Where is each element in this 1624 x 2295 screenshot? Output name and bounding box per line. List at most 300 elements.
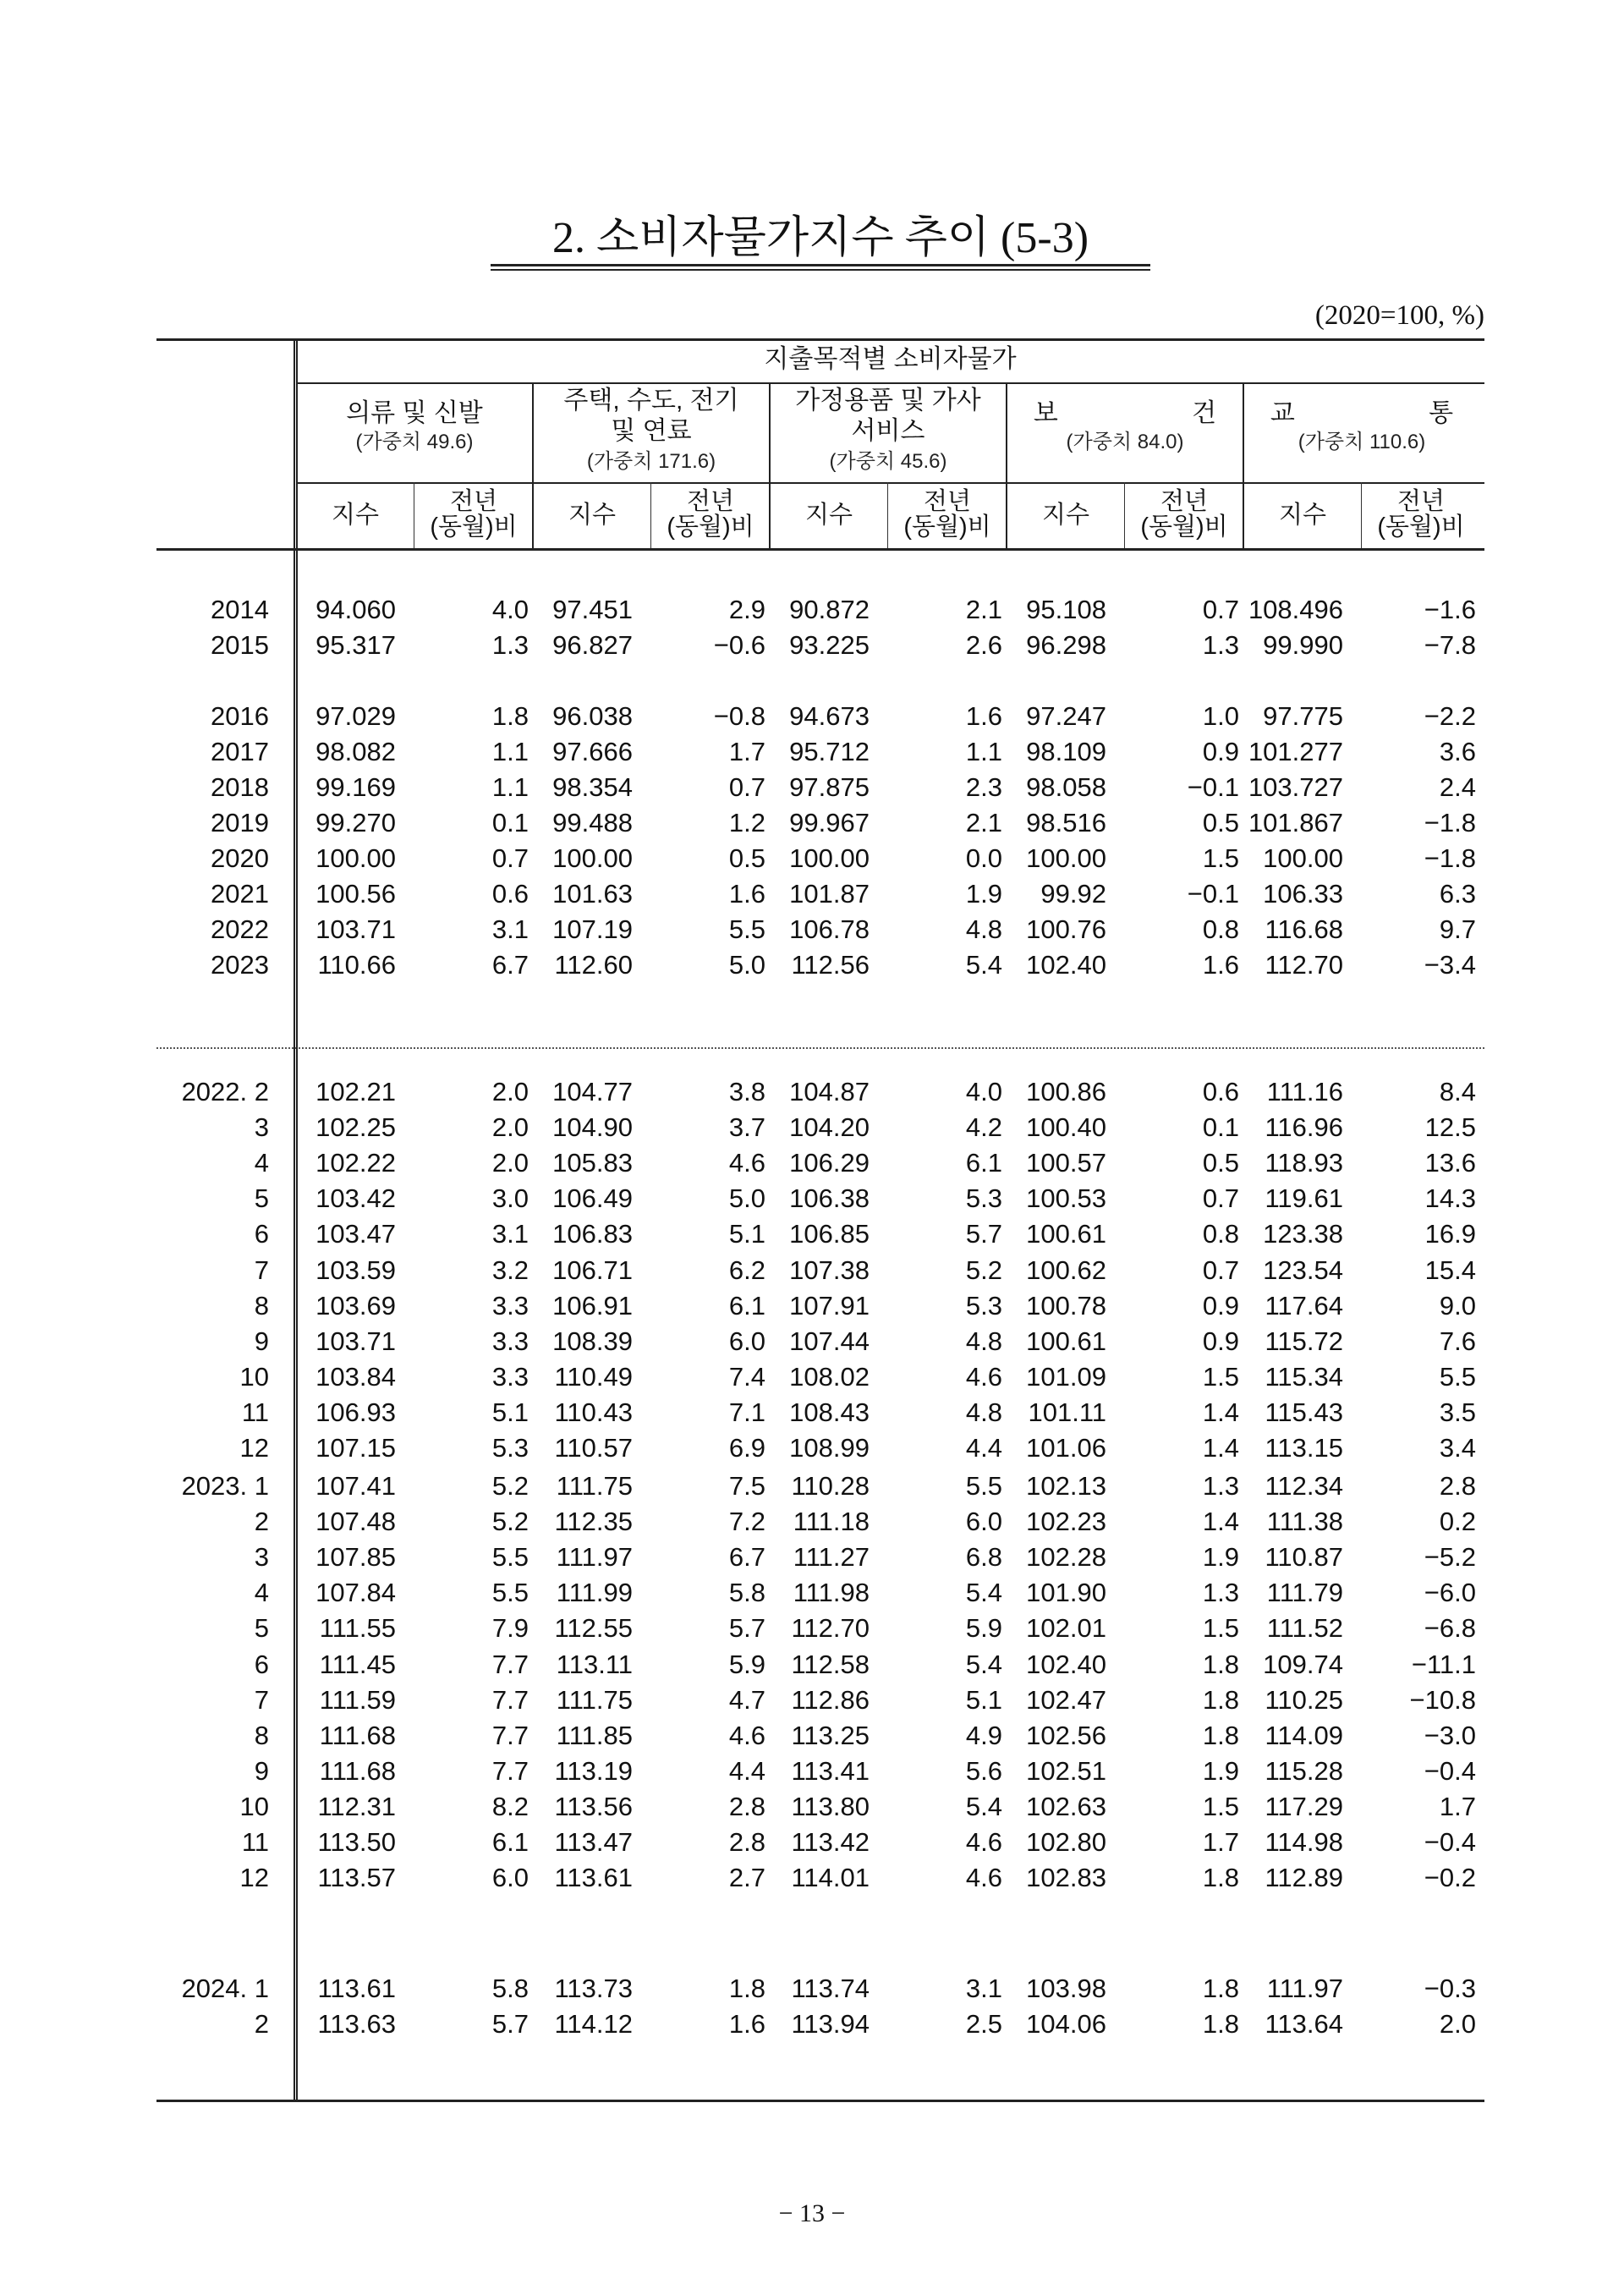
table-cell: 5.0 — [728, 950, 765, 980]
table-cell: −7.8 — [1424, 630, 1476, 660]
category-weight: (가중치 84.0) — [1066, 431, 1184, 453]
table-cell: 7.2 — [728, 1507, 765, 1537]
table-cell: 1.8 — [1202, 2009, 1239, 2039]
table-row — [156, 1718, 1484, 1754]
row-label: 8 — [254, 1720, 269, 1750]
subheader-change: 전년 (동월)비 — [667, 488, 754, 541]
table-row — [156, 1789, 1484, 1825]
table-cell: 107.15 — [315, 1433, 396, 1463]
table-cell: 117.64 — [1265, 1290, 1343, 1320]
table-cell: 103.42 — [315, 1183, 396, 1214]
table-cell: 7.7 — [491, 1755, 529, 1786]
category-name: 가정용품 및 가사서비스 — [795, 387, 981, 445]
table-cell: 103.727 — [1248, 772, 1343, 803]
row-label: 2 — [254, 1507, 269, 1537]
table-cell: 112.34 — [1265, 1471, 1343, 1501]
table-cell: 0.5 — [728, 843, 765, 874]
table-cell: 6.2 — [728, 1255, 765, 1285]
table-cell: 2.3 — [965, 772, 1002, 803]
table-cell: 110.25 — [1265, 1684, 1343, 1715]
subheader-index: 지수 — [1041, 502, 1090, 529]
category-header-housing — [533, 386, 770, 477]
table-cell: 1.3 — [491, 630, 529, 660]
table-cell: 96.038 — [552, 701, 633, 731]
table-cell: 1.8 — [728, 1974, 765, 2003]
table-cell: 114.12 — [554, 2009, 633, 2039]
table-cell: 14.3 — [1424, 1183, 1476, 1214]
table-cell: 110.49 — [554, 1361, 633, 1392]
table-cell: 15.4 — [1424, 1255, 1476, 1285]
table-row — [156, 1324, 1484, 1359]
table-cell: 111.85 — [556, 1720, 633, 1750]
table-cell: 1.3 — [1202, 630, 1239, 660]
cpi-table — [156, 338, 1484, 2100]
table-cell: 112.70 — [1265, 950, 1343, 980]
table-row — [156, 1504, 1484, 1540]
subheader-index: 지수 — [331, 502, 380, 529]
table-cell: 1.4 — [1202, 1433, 1239, 1463]
table-cell: 5.9 — [728, 1649, 765, 1679]
table-cell: 5.1 — [965, 1684, 1002, 1715]
table-cell: 0.9 — [1202, 737, 1239, 767]
table-cell: 99.967 — [789, 808, 870, 838]
table-cell: 113.47 — [554, 1827, 633, 1857]
table-cell: 101.09 — [1026, 1361, 1106, 1392]
table-cell: 1.8 — [491, 701, 529, 731]
table-cell: 100.00 — [1026, 843, 1106, 874]
table-cell: 7.7 — [491, 1684, 529, 1715]
table-cell: 102.56 — [1026, 1720, 1106, 1750]
subheader-change: 전년 (동월)비 — [1140, 488, 1228, 541]
table-cell: 113.11 — [556, 1649, 633, 1679]
table-cell: 4.8 — [965, 914, 1002, 945]
table-cell: 0.1 — [491, 808, 529, 838]
table-cell: 113.63 — [317, 2009, 396, 2039]
row-label: 2018 — [211, 772, 269, 803]
row-label: 3 — [254, 1112, 269, 1143]
table-row — [156, 1430, 1484, 1466]
table-cell: 111.97 — [1266, 1974, 1343, 2003]
category-header-rule — [296, 482, 1484, 484]
table-cell: −3.4 — [1424, 950, 1476, 980]
row-label: 2021 — [211, 879, 269, 909]
row-label: 10 — [239, 1791, 269, 1821]
table-cell: 100.78 — [1026, 1290, 1106, 1320]
unit-note: (2020=100, %) — [1314, 300, 1484, 331]
table-cell: 100.40 — [1026, 1112, 1106, 1143]
table-cell: 111.27 — [793, 1542, 870, 1573]
table-cell: 3.2 — [491, 1255, 529, 1285]
table-cell: 7.9 — [491, 1613, 529, 1644]
table-cell: 100.62 — [1026, 1255, 1106, 1285]
table-cell: 3.0 — [491, 1183, 529, 1214]
table-cell: 3.7 — [728, 1112, 765, 1143]
table-cell: 1.6 — [728, 879, 765, 909]
table-cell: 99.92 — [1040, 879, 1106, 909]
row-label: 6 — [254, 1649, 269, 1679]
subheader-change: 전년 (동월)비 — [1377, 488, 1465, 541]
table-cell: 101.277 — [1248, 737, 1343, 767]
table-cell: 108.496 — [1248, 595, 1343, 624]
table-cell: 0.7 — [1202, 595, 1239, 624]
table-cell: 2.0 — [491, 1077, 529, 1106]
table-cell: 4.4 — [728, 1755, 765, 1786]
table-cell: 99.990 — [1263, 630, 1343, 660]
table-cell: 5.4 — [965, 1791, 1002, 1821]
table-cell: 111.75 — [556, 1471, 633, 1501]
table-row — [156, 1288, 1484, 1324]
table-cell: 111.79 — [1266, 1578, 1343, 1608]
table-cell: 113.15 — [1265, 1433, 1343, 1463]
table-cell: 111.97 — [556, 1542, 633, 1573]
table-cell: 100.00 — [789, 843, 870, 874]
table-cell: 96.298 — [1026, 630, 1106, 660]
table-row — [156, 770, 1484, 805]
table-cell: 5.2 — [491, 1507, 529, 1537]
table-cell: 107.84 — [315, 1578, 396, 1608]
table-cell: 100.00 — [552, 843, 633, 874]
table-cell: 1.8 — [1202, 1684, 1239, 1715]
table-cell: 101.87 — [789, 879, 870, 909]
table-row — [156, 947, 1484, 983]
category-weight: (가중치 171.6) — [586, 450, 716, 473]
table-cell: −0.3 — [1424, 1974, 1476, 2003]
table-cell: 5.9 — [965, 1613, 1002, 1644]
table-cell: 7.5 — [728, 1471, 765, 1501]
table-top-rule — [156, 338, 1484, 341]
table-cell: 107.41 — [315, 1471, 396, 1501]
row-label: 6 — [254, 1219, 269, 1249]
table-cell: 0.7 — [1202, 1183, 1239, 1214]
table-cell: 1.4 — [1202, 1397, 1239, 1427]
table-cell: 113.56 — [554, 1791, 633, 1821]
table-cell: 114.01 — [791, 1863, 870, 1893]
table-cell: 99.169 — [315, 772, 396, 803]
row-label: 4 — [254, 1148, 269, 1178]
table-cell: 5.6 — [965, 1755, 1002, 1786]
row-label: 2022. 2 — [181, 1077, 269, 1106]
table-cell: 99.270 — [315, 808, 396, 838]
table-cell: 2.0 — [491, 1148, 529, 1178]
table-cell: 0.6 — [491, 879, 529, 909]
table-cell: 106.71 — [552, 1255, 633, 1285]
row-label: 2017 — [211, 737, 269, 767]
row-label: 9 — [254, 1326, 269, 1356]
table-cell: 101.90 — [1026, 1578, 1106, 1608]
table-cell: 5.1 — [728, 1219, 765, 1249]
table-cell: −0.6 — [713, 630, 765, 660]
table-cell: 5.8 — [728, 1578, 765, 1608]
table-cell: 95.108 — [1026, 595, 1106, 624]
table-cell: 100.57 — [1026, 1148, 1106, 1178]
table-cell: 107.91 — [789, 1290, 870, 1320]
table-cell: 6.7 — [728, 1542, 765, 1573]
table-row — [156, 1860, 1484, 1896]
table-cell: 5.4 — [965, 1578, 1002, 1608]
table-cell: 1.2 — [728, 808, 765, 838]
subheader-index: 지수 — [804, 502, 853, 529]
table-row — [156, 1253, 1484, 1288]
row-label: 5 — [254, 1183, 269, 1214]
table-cell: 107.44 — [789, 1326, 870, 1356]
table-cell: 2.1 — [965, 595, 1002, 624]
table-cell: 5.2 — [491, 1471, 529, 1501]
table-cell: 111.16 — [1266, 1077, 1343, 1106]
table-cell: 100.61 — [1026, 1326, 1106, 1356]
table-cell: 106.83 — [552, 1219, 633, 1249]
table-cell: 102.83 — [1026, 1863, 1106, 1893]
table-cell: 117.29 — [1265, 1791, 1343, 1821]
table-cell: 102.28 — [1026, 1542, 1106, 1573]
table-cell: 5.5 — [965, 1471, 1002, 1501]
table-cell: 94.673 — [789, 701, 870, 731]
table-cell: 115.72 — [1265, 1326, 1343, 1356]
table-cell: 106.93 — [315, 1397, 396, 1427]
table-row — [156, 1216, 1484, 1252]
table-cell: 115.28 — [1265, 1755, 1343, 1786]
table-cell: −0.4 — [1424, 1755, 1476, 1786]
table-cell: 103.98 — [1026, 1974, 1106, 2003]
table-cell: 4.0 — [491, 595, 529, 624]
table-cell: 1.3 — [1202, 1578, 1239, 1608]
table-bottom-rule — [156, 2100, 1484, 2102]
table-cell: 106.29 — [789, 1148, 870, 1178]
table-cell: −0.8 — [713, 701, 765, 731]
table-cell: 113.41 — [791, 1755, 870, 1786]
table-cell: 104.87 — [789, 1077, 870, 1106]
table-cell: −1.8 — [1424, 808, 1476, 838]
annual-monthly-divider — [156, 1047, 1484, 1049]
table-cell: 4.0 — [965, 1077, 1002, 1106]
table-cell: 0.0 — [965, 843, 1002, 874]
row-label: 2 — [254, 2009, 269, 2039]
table-cell: 102.40 — [1026, 950, 1106, 980]
table-cell: 5.7 — [728, 1613, 765, 1644]
group-header-rule — [296, 382, 1484, 384]
table-cell: 123.38 — [1263, 1219, 1343, 1249]
table-cell: 1.6 — [1202, 950, 1239, 980]
table-cell: 2.5 — [965, 2009, 1002, 2039]
table-cell: 102.22 — [315, 1148, 396, 1178]
table-cell: 116.68 — [1265, 914, 1343, 945]
table-cell: 5.3 — [491, 1433, 529, 1463]
table-cell: 111.38 — [1266, 1507, 1343, 1537]
table-cell: 97.666 — [552, 737, 633, 767]
table-cell: 3.3 — [491, 1290, 529, 1320]
table-cell: 6.3 — [1439, 879, 1476, 909]
table-cell: 107.19 — [552, 914, 633, 945]
table-cell: 96.827 — [552, 630, 633, 660]
table-cell: 102.25 — [315, 1112, 396, 1143]
table-cell: 102.63 — [1026, 1791, 1106, 1821]
table-cell: 6.1 — [965, 1148, 1002, 1178]
header-bottom-rule — [156, 548, 1484, 551]
table-cell: 3.1 — [491, 1219, 529, 1249]
table-cell: 107.48 — [315, 1507, 396, 1537]
table-cell: 108.43 — [789, 1397, 870, 1427]
table-cell: 113.64 — [1265, 2009, 1343, 2039]
table-cell: 0.5 — [1202, 1148, 1239, 1178]
table-cell: 112.55 — [554, 1613, 633, 1644]
table-cell: 1.0 — [1202, 701, 1239, 731]
table-cell: 0.7 — [1202, 1255, 1239, 1285]
table-cell: 113.42 — [791, 1827, 870, 1857]
table-cell: 114.98 — [1265, 1827, 1343, 1857]
table-cell: 1.8 — [1202, 1649, 1239, 1679]
table-cell: 103.47 — [315, 1219, 396, 1249]
table-row — [156, 1825, 1484, 1860]
table-cell: 3.5 — [1439, 1397, 1476, 1427]
table-cell: 97.451 — [552, 595, 633, 624]
table-cell: 6.9 — [728, 1433, 765, 1463]
table-row — [156, 628, 1484, 663]
table-cell: 90.872 — [789, 595, 870, 624]
group-header: 지출목적별 소비자물가 — [764, 345, 1017, 373]
table-cell: 106.91 — [552, 1290, 633, 1320]
table-cell: 5.1 — [491, 1397, 529, 1427]
table-cell: 112.35 — [554, 1507, 633, 1537]
table-cell: 98.109 — [1026, 737, 1106, 767]
table-cell: 4.4 — [965, 1433, 1002, 1463]
table-cell: 1.3 — [1202, 1471, 1239, 1501]
table-cell: 103.59 — [315, 1255, 396, 1285]
table-row — [156, 805, 1484, 841]
table-cell: −3.0 — [1424, 1720, 1476, 1750]
table-cell: 1.1 — [491, 737, 529, 767]
table-cell: 112.31 — [317, 1791, 396, 1821]
table-row — [156, 1647, 1484, 1683]
table-cell: 100.76 — [1026, 914, 1106, 945]
table-cell: 95.712 — [789, 737, 870, 767]
table-cell: −2.2 — [1424, 701, 1476, 731]
table-cell: 0.8 — [1202, 1219, 1239, 1249]
row-label: 2023 — [211, 950, 269, 980]
row-label: 11 — [241, 1397, 269, 1427]
row-label: 7 — [254, 1684, 269, 1715]
row-label: 2016 — [211, 701, 269, 731]
table-cell: 4.6 — [965, 1361, 1002, 1392]
table-cell: 2.7 — [728, 1863, 765, 1893]
table-row — [156, 699, 1484, 734]
table-cell: 4.8 — [965, 1326, 1002, 1356]
table-cell: 4.6 — [965, 1863, 1002, 1893]
table-cell: 6.1 — [491, 1827, 529, 1857]
table-cell: 6.0 — [965, 1507, 1002, 1537]
table-row — [156, 1359, 1484, 1395]
table-cell: 2.0 — [1439, 2009, 1476, 2039]
row-label: 10 — [239, 1361, 269, 1392]
table-cell: 119.61 — [1265, 1183, 1343, 1214]
table-row — [156, 1469, 1484, 1504]
table-cell: 0.2 — [1439, 1507, 1476, 1537]
table-row — [156, 1575, 1484, 1611]
table-cell: 97.247 — [1026, 701, 1106, 731]
subheader-index: 지수 — [1278, 502, 1327, 529]
table-cell: 97.029 — [315, 701, 396, 731]
table-cell: 1.8 — [1202, 1720, 1239, 1750]
table-cell: 0.6 — [1202, 1077, 1239, 1106]
table-cell: 113.61 — [317, 1974, 396, 2003]
table-cell: 2.8 — [728, 1791, 765, 1821]
table-cell: 16.9 — [1424, 1219, 1476, 1249]
table-cell: 6.8 — [965, 1542, 1002, 1573]
table-cell: 5.5 — [728, 914, 765, 945]
table-cell: 1.9 — [1202, 1755, 1239, 1786]
table-cell: 4.6 — [728, 1148, 765, 1178]
table-cell: 111.68 — [319, 1755, 396, 1786]
table-cell: 7.7 — [491, 1720, 529, 1750]
table-cell: 6.7 — [491, 950, 529, 980]
table-cell: 7.7 — [491, 1649, 529, 1679]
table-cell: 116.96 — [1265, 1112, 1343, 1143]
table-cell: 112.70 — [791, 1613, 870, 1644]
table-cell: 102.01 — [1026, 1613, 1106, 1644]
table-cell: 104.06 — [1026, 2009, 1106, 2039]
table-cell: 107.85 — [315, 1542, 396, 1573]
subheader-change: 전년 (동월)비 — [903, 488, 991, 541]
table-cell: 1.7 — [1439, 1791, 1476, 1821]
table-cell: 7.4 — [728, 1361, 765, 1392]
table-cell: 102.23 — [1026, 1507, 1106, 1537]
table-cell: 3.1 — [965, 1974, 1002, 2003]
category-name: 교 통 — [1270, 399, 1454, 427]
category-weight: (가중치 45.6) — [829, 450, 947, 473]
table-cell: 4.8 — [965, 1397, 1002, 1427]
table-cell: 4.6 — [728, 1720, 765, 1750]
table-cell: 111.99 — [556, 1578, 633, 1608]
table-cell: 112.89 — [1265, 1863, 1343, 1893]
table-row — [156, 2007, 1484, 2042]
table-cell: 110.87 — [1265, 1542, 1343, 1573]
row-label: 2014 — [211, 595, 269, 624]
table-cell: 0.7 — [728, 772, 765, 803]
subheader-index: 지수 — [568, 502, 617, 529]
table-cell: 100.86 — [1026, 1077, 1106, 1106]
table-cell: 103.71 — [315, 1326, 396, 1356]
page-title: 2. 소비자물가지수 추이 (5-3) — [551, 214, 1089, 262]
table-cell: 5.5 — [1439, 1361, 1476, 1392]
table-cell: 111.52 — [1266, 1613, 1343, 1644]
table-cell: 4.7 — [728, 1684, 765, 1715]
table-cell: 2.8 — [1439, 1471, 1476, 1501]
table-cell: 101.06 — [1026, 1433, 1106, 1463]
table-cell: 111.59 — [319, 1684, 396, 1715]
table-row — [156, 841, 1484, 876]
table-cell: 102.47 — [1026, 1684, 1106, 1715]
table-cell: 106.49 — [552, 1183, 633, 1214]
table-cell: 7.6 — [1439, 1326, 1476, 1356]
table-cell: −5.2 — [1424, 1542, 1476, 1573]
table-cell: 100.00 — [315, 843, 396, 874]
table-cell: 104.90 — [552, 1112, 633, 1143]
table-cell: 101.11 — [1028, 1397, 1106, 1427]
table-cell: 1.7 — [1202, 1827, 1239, 1857]
table-cell: 103.69 — [315, 1290, 396, 1320]
table-cell: 100.00 — [1263, 843, 1343, 874]
table-cell: 5.2 — [965, 1255, 1002, 1285]
category-weight: (가중치 49.6) — [355, 431, 474, 453]
table-cell: 111.18 — [793, 1507, 870, 1537]
row-label: 2022 — [211, 914, 269, 945]
table-cell: 97.875 — [789, 772, 870, 803]
table-cell: 113.50 — [317, 1827, 396, 1857]
table-cell: 98.354 — [552, 772, 633, 803]
row-label: 2020 — [211, 843, 269, 874]
table-cell: 112.60 — [554, 950, 633, 980]
row-label: 5 — [254, 1613, 269, 1644]
table-cell: 106.33 — [1263, 879, 1343, 909]
table-cell: −1.6 — [1424, 595, 1476, 624]
